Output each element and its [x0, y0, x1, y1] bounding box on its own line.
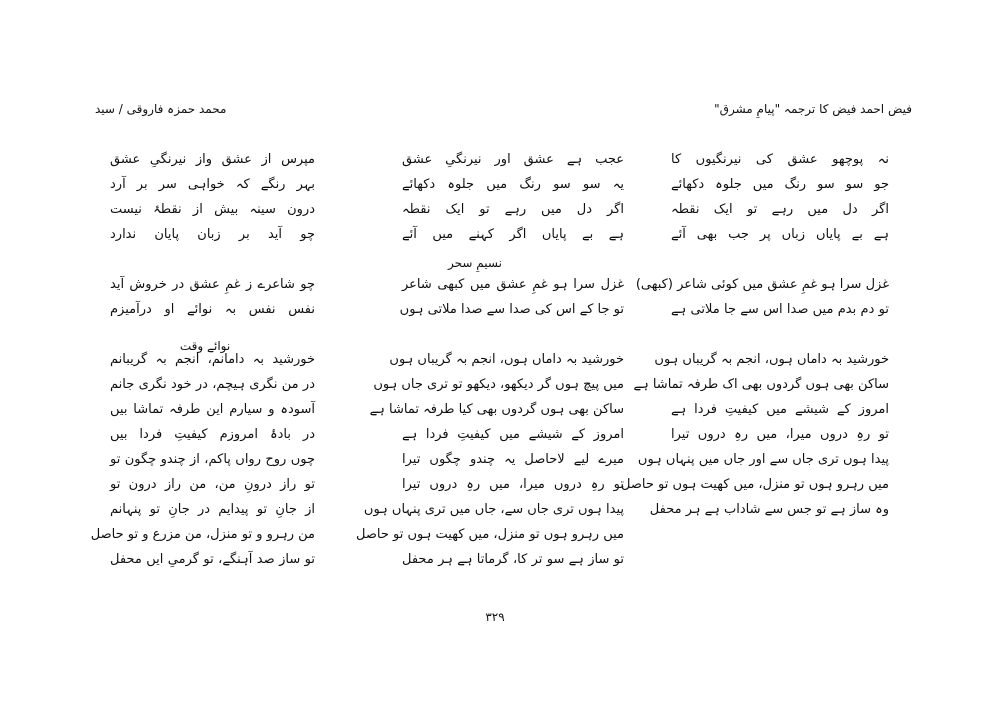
column-urdu-translation [356, 147, 624, 572]
verse-line: تو رہِ دروں میرا، میں رہِ دروں تیرا [671, 427, 889, 442]
verse-line: ساکن بھی ہوں گردوں بھی اک طرفہ تماشا ہے [633, 377, 889, 392]
verse-line: من رہرو و تو منزل، من مزرع و تو حاصل [90, 527, 315, 542]
verse-line: عجب ہے عشق اور نیرنگیِ عشق [402, 152, 624, 167]
verse-line: تو دم بدم میں صدا اس سے جا ملاتی ہے [671, 302, 889, 317]
header-left: محمد حمزہ فاروقی / سید [95, 102, 227, 116]
verse-line: ہے بے پایاں زباں پر جب بھی آئے [671, 227, 889, 242]
verse-line: وہ ساز ہے تو جس سے شاداب ہے ہر محفل [649, 502, 889, 517]
verse-line: اگر دل میں رہے تو ایک نقطہ [671, 202, 889, 217]
verse-line: تو جا کے اس کی صدا سے صدا ملاتی ہوں [399, 302, 624, 317]
verse-line: پیدا ہوں تری جاں سے اور جاں میں پنہاں ہوں [637, 452, 889, 467]
section-subtitle: نوائے وقت [179, 339, 231, 353]
verse-line: میں پیچ ہوں گر دیکھو، دیکھو تو تری جاں ہوں [373, 377, 624, 392]
verse-line: خورشید بہ داماں ہوں، انجم بہ گریباں ہوں [389, 352, 624, 367]
verse-line: تو رہِ دروں میرا، میں رہِ دروں تیرا [402, 477, 624, 492]
verse-line: چوں روح رواں پاکم، از چندو چگون تو [110, 452, 315, 467]
verse-line: میں رہرو ہوں تو منزل، میں کھیت ہوں تو حاصل [621, 477, 889, 492]
verse-line: چو آید بر زبان پایان ندارد [110, 227, 315, 242]
verse-line: بہر رنگے کہ خواہی سر بر آرد [110, 177, 315, 192]
verse-line: میں رہرو ہوں تو منزل، میں کھیت ہوں تو حاصل [356, 527, 624, 542]
verse-line: خورشید بہ دامانم، انجم بہ گریبانم [110, 352, 315, 367]
verse-line: تو ساز ہے سو تر کا، گرماتا ہے ہر محفل [402, 552, 624, 567]
verse-line: آسودہ و سیارم این طرفہ تماشا بیں [110, 402, 315, 417]
verse-line: تو ساز صد آہنگے، تو گرمیِ ایں محفل [110, 552, 315, 567]
verse-line: نہ پوچھو عشق کی نیرنگیوں کا [671, 152, 889, 167]
header-right: فیض احمد فیض کا ترجمہ "پیامِ مشرق" [714, 102, 912, 116]
verse-line: غزل سرا ہو غمِ عشق میں کوئی شاعر (کبھی) [635, 277, 889, 292]
verse-line: در بادۂ امروزم کیفیتِ فردا بیں [110, 427, 315, 442]
page-number: ۳۲۹ [485, 610, 505, 624]
verse-line: درون سینہ بیش از نقطۂ نیست [110, 202, 315, 217]
verse-line: پیدا ہوں تری جاں سے، جاں میں تری پنہاں ہوں [363, 502, 624, 517]
section-subtitle: نسیمِ سحر [448, 256, 502, 270]
verse-line: خورشید بہ داماں ہوں، انجم بہ گریباں ہوں [654, 352, 889, 367]
verse-line: یہ سو سو رنگ میں جلوہ دکھائے [402, 177, 624, 192]
verse-line: ہے بے پایاں اگر کہنے میں آئے [402, 227, 624, 242]
column-persian-original [90, 147, 315, 572]
verse-line: امروز کے شیشے میں کیفیتِ فردا ہے [402, 427, 624, 442]
verse-line: تو راز درونِ من، من راز درون تو [110, 477, 315, 492]
verse-line: نفس نفس بہ نوائے او درآمیزم [110, 302, 315, 317]
verse-line: جو سو سو رنگ میں جلوہ دکھائے [671, 177, 889, 192]
column-urdu-original [621, 147, 889, 522]
verse-line: در من نگری ہیچم، در خود نگری جانم [110, 377, 315, 392]
verse-line: چو شاعرے ز غمِ عشق در خروش آید [110, 277, 315, 292]
verse-line: مپرس از عشق واز نیرنگیِ عشق [110, 152, 315, 167]
verse-line: غزل سرا ہو غمِ عشق میں کبھی شاعر [402, 277, 624, 292]
verse-line: امروز کے شیشے میں کیفیتِ فردا ہے [671, 402, 889, 417]
verse-line: اگر دل میں رہے تو ایک نقطہ [402, 202, 624, 217]
verse-line: میرے لیے لاحاصل یہ چندو چگوں تیرا [402, 452, 624, 467]
verse-line: ساکن بھی ہوں گردوں بھی کیا طرفہ تماشا ہے [369, 402, 624, 417]
verse-line: از جانِ تو پیدایم در جانِ تو پنہانم [110, 502, 315, 517]
